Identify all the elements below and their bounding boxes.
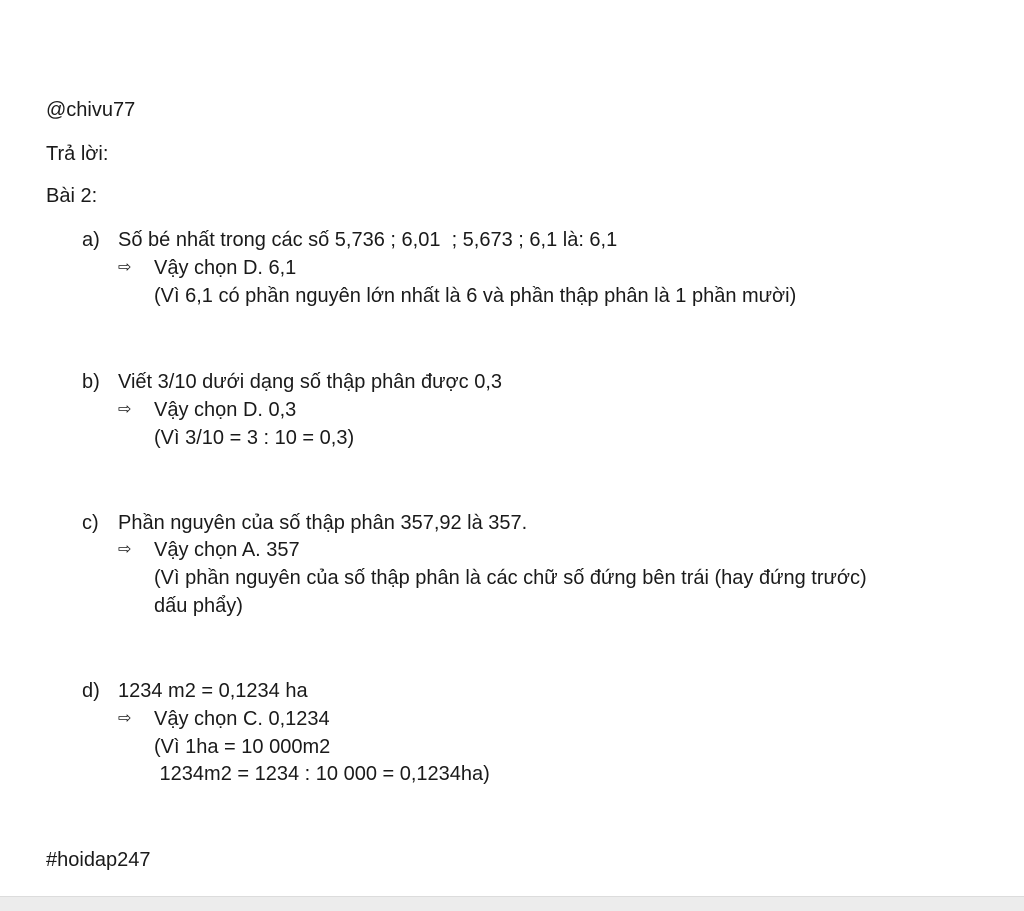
item-marker: d): [82, 680, 100, 702]
item-question: Phần nguyên của số thập phân 357,92 là 357.: [118, 512, 528, 534]
right-arrow-icon: ⇨: [118, 259, 132, 276]
right-arrow-icon: ⇨: [118, 541, 132, 558]
item-choice: Vậy chọn A. 357: [154, 539, 300, 561]
item-marker: a): [82, 229, 100, 251]
item-choice: Vậy chọn D. 6,1: [154, 257, 297, 279]
bottom-bar: [0, 896, 1024, 911]
item-marker: b): [82, 371, 100, 393]
exercise-title: Bài 2:: [46, 185, 98, 207]
item-question: Số bé nhất trong các số 5,736 ; 6,01 ; 5,673 ; 6,1 là: 6,1: [118, 229, 618, 251]
item-question: 1234 m2 = 0,1234 ha: [118, 680, 308, 702]
right-arrow-icon: ⇨: [118, 401, 132, 418]
item-explanation: (Vì 6,1 có phần nguyên lớn nhất là 6 và phần thập phân là 1 phần mười): [154, 285, 797, 307]
item-question: Viết 3/10 dưới dạng số thập phân được 0,3: [118, 371, 503, 393]
item-explanation: dấu phẩy): [154, 595, 243, 617]
right-arrow-icon: ⇨: [118, 710, 132, 727]
item-choice: Vậy chọn C. 0,1234: [154, 708, 330, 730]
mention-text: @chivu77: [46, 99, 136, 121]
item-explanation: (Vì phần nguyên của số thập phân là các chữ số đứng bên trái (hay đứng trước): [154, 567, 867, 589]
item-explanation: (Vì 3/10 = 3 : 10 = 0,3): [154, 427, 355, 449]
item-explanation: 1234m2 = 1234 : 10 000 = 0,1234ha): [154, 763, 490, 785]
item-explanation: (Vì 1ha = 10 000m2: [154, 736, 331, 758]
hashtag-text: #hoidap247: [46, 849, 151, 871]
item-marker: c): [82, 512, 99, 534]
item-choice: Vậy chọn D. 0,3: [154, 399, 297, 421]
answer-label: Trả lời:: [46, 143, 109, 165]
